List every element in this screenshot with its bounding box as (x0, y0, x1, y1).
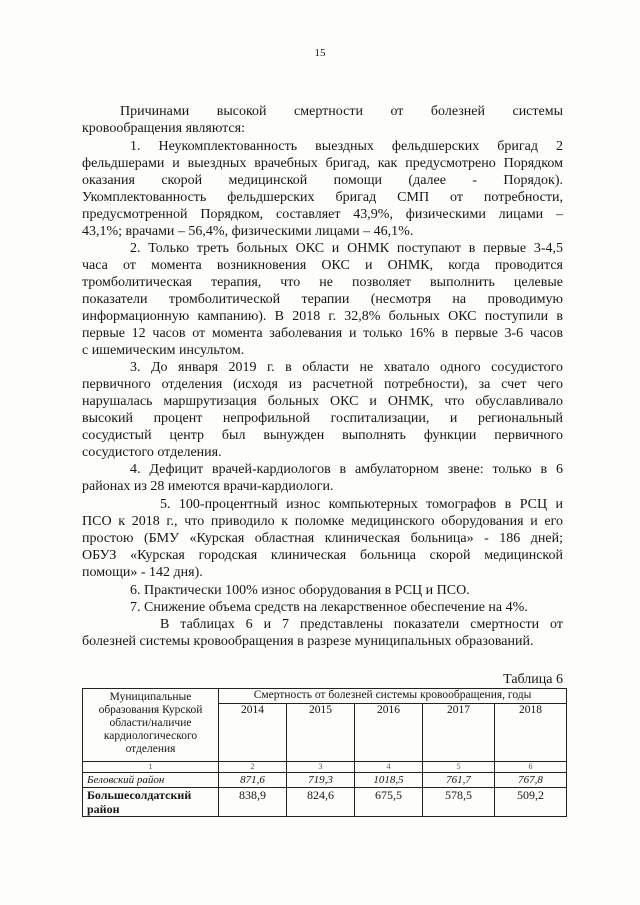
paragraph-line: 7. Снижение объема средств на лекарственное обеспечение на 4%. (130, 600, 528, 615)
paragraph-line: фельдшерами и выездных врачебных бригад, как предусмотрено Порядком (82, 156, 563, 171)
page-number: 15 (314, 47, 326, 59)
paragraph-line: первичного отделения (исходя из расчетной потребности), за счет чего (82, 377, 563, 392)
paragraph-line: 2. Только треть больных ОКС и ОНМК поступают в первые 3-4,5 (130, 241, 563, 256)
paragraph-line: кровообращения являются: (82, 121, 245, 136)
paragraph-line: В таблицах 6 и 7 представлены показатели смертности от (160, 617, 563, 632)
paragraph-line: сосудистого отделения. (82, 445, 222, 460)
header-mortality-group: Смертность от болезней системы кровообращения, годы (219, 689, 567, 704)
paragraph-line: тромболитическая терапия, что не позволяет выполнить целевые (82, 275, 563, 290)
table-cell: 824,6 (287, 788, 355, 817)
header-year: 2015 (287, 704, 355, 762)
paragraph-line: 6. Практически 100% износ оборудования в РСЦ и ПСО. (130, 583, 470, 598)
paragraph-line: 1. Неукомплектованность выездных фельдшерских бригад 2 (130, 139, 563, 154)
mortality-table (82, 688, 567, 817)
municipality-name: Беловский район (83, 773, 219, 788)
paragraph-line: показатели тромболитической терапии (несмотря на проводимую (82, 292, 563, 307)
table-cell: 1018,5 (355, 773, 423, 788)
index-cell: 3 (287, 762, 355, 773)
header-year: 2018 (495, 704, 567, 762)
table-cell: 871,6 (219, 773, 287, 788)
paragraph-line: информационную кампанию). В 2018 г. 32,8% больных ОКС поступили в (82, 309, 563, 324)
table-cell: 767,8 (495, 773, 567, 788)
index-cell: 1 (83, 762, 219, 773)
index-cell: 5 (423, 762, 495, 773)
table-row (83, 773, 567, 788)
paragraph-line: ОБУЗ «Курская городская клиническая больница скорой медицинской (82, 548, 563, 563)
paragraph-line: болезней системы кровообращения в разрезе муниципальных образований. (82, 634, 534, 649)
paragraph-line: простою (БМУ «Курская областная клиническая больница» - 186 дней; (82, 531, 563, 546)
paragraph-line: районах из 28 имеются врачи-кардиологи. (82, 479, 334, 494)
index-row (83, 762, 567, 773)
table-cell: 509,2 (495, 788, 567, 817)
paragraph-line: с ишемическим инсультом. (82, 343, 245, 358)
paragraph-line: часа от момента возникновения ОКС и ОНМК, когда проводится (82, 258, 563, 273)
table-cell: 578,5 (423, 788, 495, 817)
header-year: 2014 (219, 704, 287, 762)
table-cell: 675,5 (355, 788, 423, 817)
paragraph-line: оказания скорой медицинской помощи (далее - Порядок). (82, 173, 563, 188)
paragraph-line: первые 12 часов от момента заболевания и только 16% в первые 3-6 часов (82, 326, 563, 341)
paragraph-line: 5. 100-процентный износ компьютерных томографов в РСЦ и (160, 497, 563, 512)
table-caption: Таблица 6 (503, 672, 563, 687)
paragraph-line: помощи» - 142 дня). (82, 565, 203, 580)
paragraph-line: Укомплектованность фельдшерских бригад СМП от потребности, (82, 190, 563, 205)
table-cell: 838,9 (219, 788, 287, 817)
table-row (83, 788, 567, 817)
paragraph-line: 4. Дефицит врачей-кардиологов в амбулаторном звене: только в 6 (130, 462, 563, 477)
paragraph-line: сосудистый центр был вынужден выполнять функции первичного (82, 428, 563, 443)
paragraph-line: предусмотренной Порядком, составляет 43,9%, физическими лицами – (82, 207, 563, 222)
header-year: 2016 (355, 704, 423, 762)
index-cell: 4 (355, 762, 423, 773)
table-cell: 719,3 (287, 773, 355, 788)
municipality-name: Большесолдатский район (83, 788, 219, 817)
paragraph-line: 3. До января 2019 г. в области не хватало одного сосудистого (130, 360, 563, 375)
index-cell: 6 (495, 762, 567, 773)
index-cell: 2 (219, 762, 287, 773)
paragraph-line: нарушалась маршрутизация больных ОКС и ОНМК, что обуславливало (82, 394, 563, 409)
header-municipality: Муниципальные образования Курской области/наличие кардиологического отделения (83, 689, 219, 762)
paragraph-line: 43,1%; врачами – 56,4%, физическими лицами – 46,1%. (82, 224, 414, 239)
paragraph-line: ПСО к 2018 г., что приводило к поломке медицинского оборудования и его (82, 514, 563, 529)
table-cell: 761,7 (423, 773, 495, 788)
header-year: 2017 (423, 704, 495, 762)
paragraph-line: Причинами высокой смертности от болезней системы (120, 104, 563, 119)
paragraph-line: высокий процент непрофильной госпитализации, и региональный (82, 411, 563, 426)
